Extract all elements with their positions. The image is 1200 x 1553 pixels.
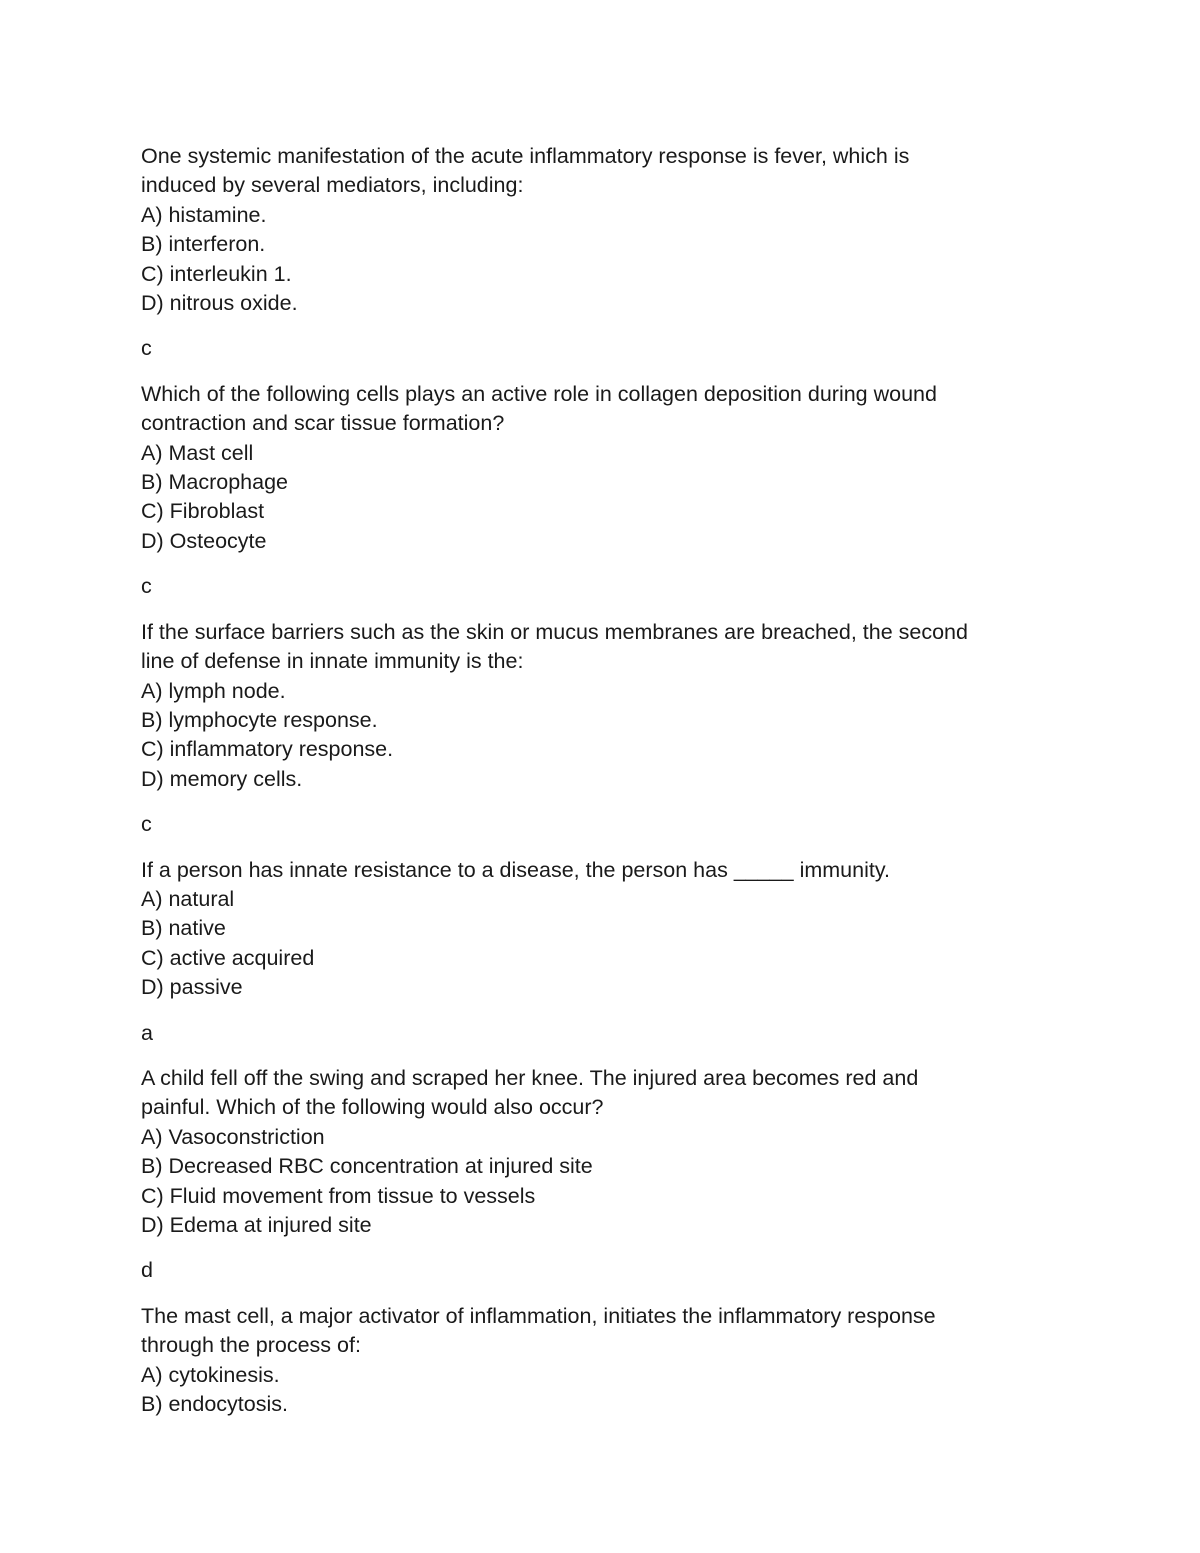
answer-key: a [141, 1020, 153, 1045]
question-stem-line: One systemic manifestation of the acute inflammatory response is fever, which is [141, 144, 910, 168]
answer-option-d: D) memory cells. [141, 766, 303, 791]
question-stem-line: through the process of: [141, 1333, 361, 1358]
answer-option-a: A) natural [141, 886, 235, 911]
question-stem-line: line of defense in innate immunity is the: [141, 649, 524, 674]
answer-option-a: A) lymph node. [141, 678, 286, 703]
question-2 [141, 380, 1081, 602]
question-1 [141, 142, 1081, 364]
answer-option-a: A) Mast cell [141, 440, 254, 465]
answer-option-d: D) Osteocyte [141, 528, 267, 553]
answer-option-b: B) Decreased RBC concentration at injured site [141, 1154, 593, 1179]
answer-option-d: D) passive [141, 975, 243, 1000]
question-stem-line: If the surface barriers such as the skin or mucus membranes are breached, the second [141, 619, 968, 644]
answer-option-b: B) Macrophage [141, 470, 288, 495]
answer-option-c: C) interleukin 1. [141, 261, 292, 286]
answer-key: c [141, 336, 152, 361]
answer-key: d [141, 1258, 153, 1283]
answer-option-c: C) Fibroblast [141, 499, 265, 524]
answer-key: c [141, 812, 152, 837]
answer-option-b: B) interferon. [141, 232, 266, 257]
answer-option-a: A) cytokinesis. [141, 1362, 280, 1387]
answer-option-c: C) active acquired [141, 945, 315, 970]
answer-option-b: B) endocytosis. [141, 1392, 288, 1417]
answer-key: c [141, 574, 152, 599]
question-stem-line: induced by several mediators, including: [141, 173, 524, 198]
question-4 [141, 856, 1081, 1048]
answer-option-a: A) Vasoconstriction [141, 1124, 325, 1149]
question-stem-line: painful. Which of the following would also occur? [141, 1095, 604, 1120]
document-content [141, 142, 1081, 1419]
answer-option-d: D) nitrous oxide. [141, 291, 298, 316]
question-stem-line: A child fell off the swing and scraped her knee. The injured area becomes red and [141, 1065, 919, 1090]
question-stem-line: Which of the following cells plays an active role in collagen deposition during wound [141, 381, 937, 406]
question-stem-line: The mast cell, a major activator of inflammation, initiates the inflammatory response [141, 1303, 936, 1328]
answer-option-b: B) native [141, 916, 226, 941]
answer-option-c: C) Fluid movement from tissue to vessels [141, 1183, 536, 1208]
answer-option-c: C) inflammatory response. [141, 737, 394, 762]
question-5 [141, 1064, 1081, 1286]
question-stem-line: If a person has innate resistance to a disease, the person has _____ immunity. [141, 857, 890, 882]
question-6 [141, 1302, 1081, 1420]
answer-option-a: A) histamine. [141, 202, 267, 227]
question-stem-line: contraction and scar tissue formation? [141, 411, 505, 436]
question-3 [141, 618, 1081, 840]
answer-option-b: B) lymphocyte response. [141, 707, 378, 732]
answer-option-d: D) Edema at injured site [141, 1213, 372, 1237]
